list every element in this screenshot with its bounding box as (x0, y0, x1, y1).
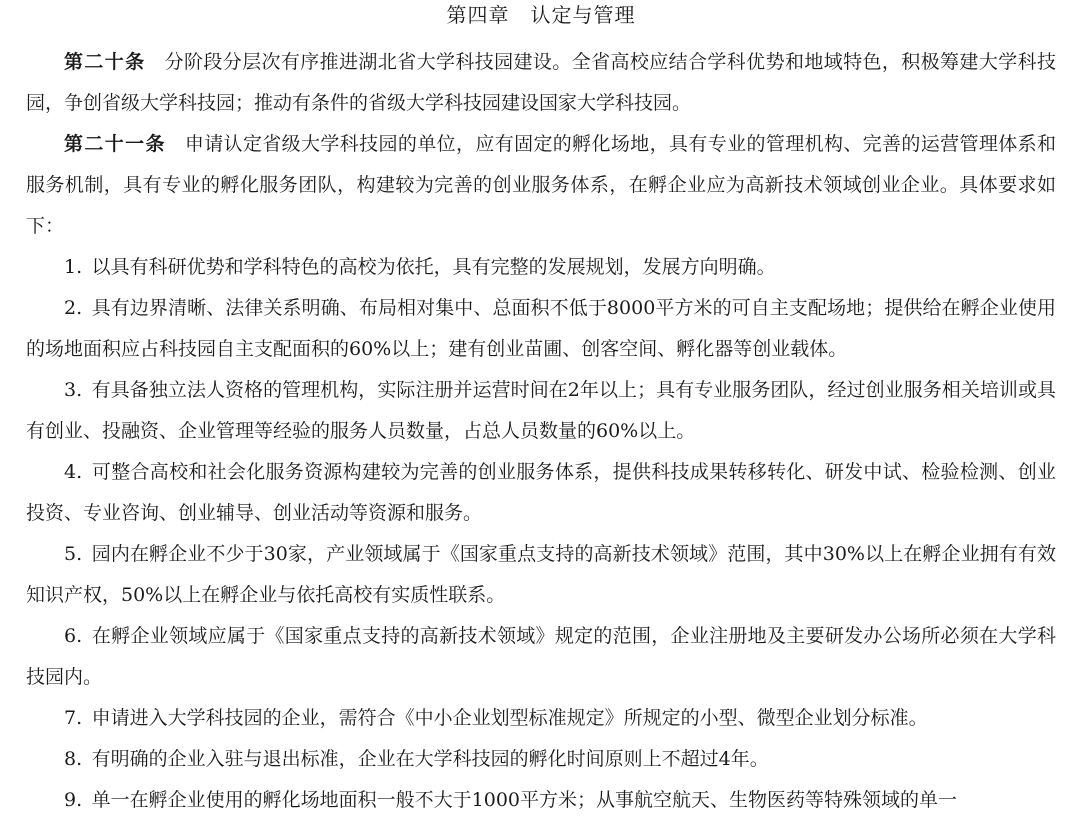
article-20 (26, 42, 1056, 124)
item-text: 具有边界清晰、法律关系明确、布局相对集中、总面积不低于8000平方米的可自主支配场地；提供给在孵企业使用的场地面积应占科技园自主支配面积的60%以上；建有创业苗圃、创客空间、孵化器等创业载体。 (26, 297, 1056, 360)
item-number: 8. (64, 748, 83, 770)
list-item-5 (26, 534, 1056, 616)
article-label: 第二十一条 (64, 133, 166, 155)
item-number: 4. (64, 461, 83, 483)
item-text: 园内在孵企业不少于30家，产业领域属于《国家重点支持的高新技术领域》范围，其中30%以上在孵企业拥有有效知识产权，50%以上在孵企业与依托高校有实质性联系。 (26, 543, 1056, 606)
list-item-9 (26, 780, 1056, 821)
list-item-6 (26, 616, 1056, 698)
item-text: 申请进入大学科技园的企业，需符合《中小企业划型标准规定》所规定的小型、微型企业划分标准。 (91, 707, 928, 729)
list-item-2 (26, 288, 1056, 370)
item-number: 2. (64, 297, 83, 319)
item-text: 单一在孵企业使用的孵化场地面积一般不大于1000平方米；从事航空航天、生物医药等特殊领域的单一 (91, 789, 957, 811)
item-text: 有明确的企业入驻与退出标准，企业在大学科技园的孵化时间原则上不超过4年。 (91, 748, 769, 770)
article-21 (26, 124, 1056, 247)
article-text: 申请认定省级大学科技园的单位，应有固定的孵化场地，具有专业的管理机构、完善的运营管理体系和服务机制，具有专业的孵化服务团队，构建较为完善的创业服务体系，在孵企业应为高新技术领域创业企业。具体要求如下： (26, 133, 1056, 237)
item-text: 可整合高校和社会化服务资源构建较为完善的创业服务体系，提供科技成果转移转化、研发中试、检验检测、创业投资、专业咨询、创业辅导、创业活动等资源和服务。 (26, 461, 1056, 524)
item-text: 以具有科研优势和学科特色的高校为依托，具有完整的发展规划，发展方向明确。 (91, 256, 776, 278)
item-number: 6. (64, 625, 83, 647)
list-item-4 (26, 452, 1056, 534)
article-label: 第二十条 (64, 51, 146, 73)
chapter-title: 第四章 认定与管理 (446, 3, 636, 27)
item-number: 5. (64, 543, 83, 565)
document-page (26, 0, 1056, 821)
article-text: 分阶段分层次有序推进湖北省大学科技园建设。全省高校应结合学科优势和地域特色，积极筹建大学科技园，争创省级大学科技园；推动有条件的省级大学科技园建设国家大学科技园。 (26, 51, 1056, 114)
list-item-3 (26, 370, 1056, 452)
list-item-1 (26, 247, 1056, 288)
list-item-7 (26, 698, 1056, 739)
item-text: 在孵企业领域应属于《国家重点支持的高新技术领域》规定的范围，企业注册地及主要研发办公场所必须在大学科技园内。 (26, 625, 1056, 688)
item-number: 7. (64, 707, 83, 729)
item-number: 1. (64, 256, 83, 278)
list-item-8 (26, 739, 1056, 780)
item-text: 有具备独立法人资格的管理机构，实际注册并运营时间在2年以上；具有专业服务团队，经过创业服务相关培训或具有创业、投融资、企业管理等经验的服务人员数量，占总人员数量的60%以上。 (26, 379, 1056, 442)
item-number: 3. (64, 379, 83, 401)
item-number: 9. (64, 789, 83, 811)
